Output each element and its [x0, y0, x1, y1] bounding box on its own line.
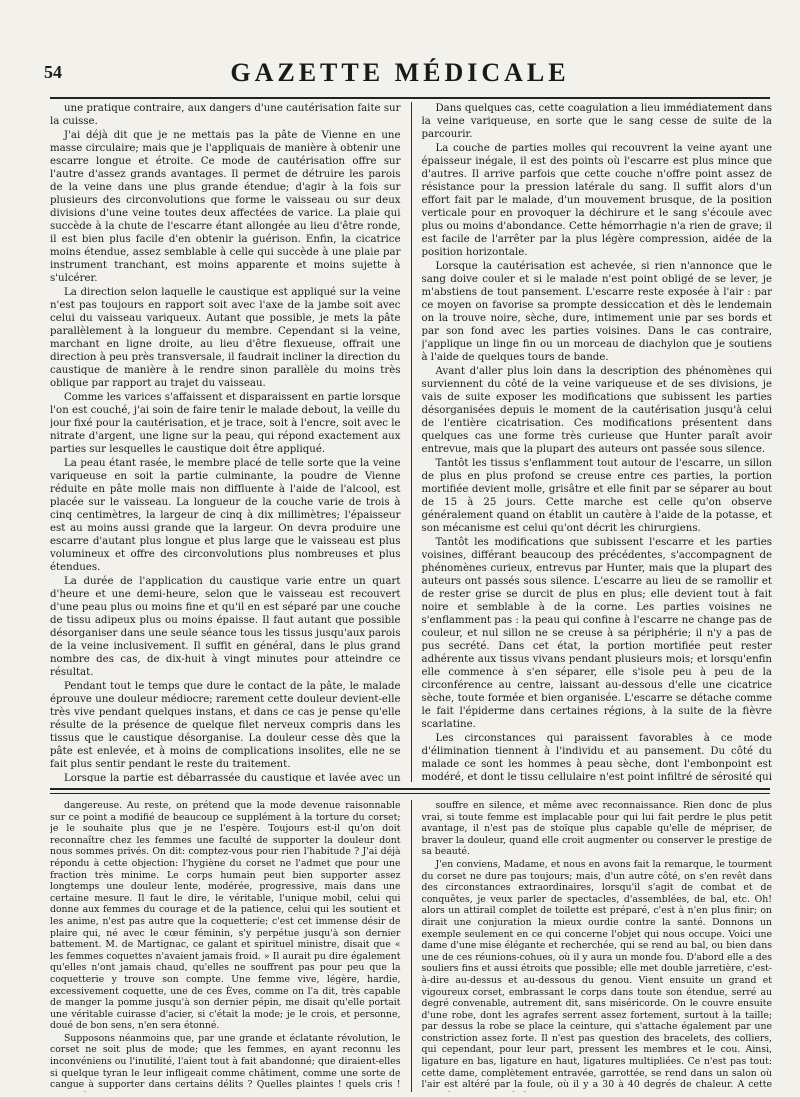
- paragraph: J'en conviens, Madame, et nous en avons fait la remarque, le tourment du corset ne dure pas toujours; mais, d'un autre côté, on s'en revêt dans des circonstances extraordinaires, lorsqu'il s'agit de combat et de conquêtes, je veux parler de spectacles, d'assemblées, de bal, etc. Oh! alors un attirail complet de toilette est préparé, c'est à n'en plus finir; on dirait une conjuration la mieux ourdie contre la santé. Donnons un exemple seulement en ce qui concerne l'objet qui nous occupe. Voici une dame d'une mise élégante et recherchée, qui se rend au bal, ou bien dans une de ces réunions-cohues, où il y aura un monde fou. D'abord elle a des souliers fins et aussi étroits que possible; elle met double jarretière, c'est-à-dire au-dessus et au-dessous du genou. Vient ensuite un grand et vigoureux corset, embrassant le corps dans toute son étendue, serré au degré convenable, autrement dit, sans miséricorde. On le couvre ensuite d'une robe, dont les agrafes serrent assez fortement, surtout à la taille; par dessus la robe se place la ceinture, qui s'attache également par une constriction assez forte. Il n'est pas question des bracelets, des colliers, qui cependant, pour leur part, pressent les membres et le cou. Ainsi, ligature en bas, ligature en haut, ligatures multipliées. Ce n'est pas tout: cette dame, complètement entravée, garrottée, se rend dans un salon où l'air est altéré par la foule, où il y a 30 à 40 degrés de chaleur. A cette: [421, 858, 772, 1091]
- feuilleton-section: [50, 800, 772, 1092]
- paragraph: Pendant tout le temps que dure le contact de la pâte, le malade éprouve une douleur médiocre; rarement cette douleur devient-elle très vive pendant quelques instans, et dans ce cas je pense qu'elle résulte de la présence de quelque filet nerveux compris dans les tissus que le caustique désorganise. La douleur cesse dès que la pâte est enlevée, et à moins de complications insolites, elle ne se fait plus sentir pendant le reste du traitement.: [50, 681, 401, 770]
- section-divider-thin: [50, 793, 770, 794]
- header-rule: [50, 97, 770, 99]
- paragraph: Tantôt les tissus s'enflamment tout autour de l'escarre, un sillon de plus en plus profond se creuse entre ces parties, la portion mortifiée devient molle, grisâtre et elle finit par se séparer au bout de 15 à 25 jours. Cette marche est celle qu'on observe généralement quand on établit un cautère à l'aide de la potasse, et son mécanisme est celui qu'ont décrit les chirurgiens.: [421, 458, 772, 534]
- article-section: [50, 102, 772, 782]
- paragraph: La direction selon laquelle le caustique est appliqué sur la veine n'est pas toujours en rapport soit avec l'axe de la jambe soit avec celui du vaisseau variqueux. Autant que possible, je mets la pâte parallèlement à la longueur du membre. Cependant si la veine, marchant en ligne droite, au lieu d'être flexueuse, offrait une direction à peu près transversale, il faudrait incliner la direction du caustique de manière à le rendre sinon parallèle du moins très oblique par rapport au trajet du vaisseau.: [50, 287, 401, 389]
- paragraph: Dans quelques cas, cette coagulation a lieu immédiatement dans la veine variqueuse, en sorte que le sang cesse de suite de la parcourir.: [421, 103, 772, 140]
- section-divider: [50, 788, 770, 790]
- journal-title: GAZETTE MÉDICALE: [230, 58, 570, 87]
- column-divider: [411, 800, 412, 1092]
- paragraph: Comme les varices s'affaissent et disparaissent en partie lorsque l'on est couché, j'ai soin de faire tenir le malade debout, la veille du jour fixé pour la cautérisation, et je trace, soit à l'encre, soit avec le nitrate d'argent, une ligne sur la peau, qui répond exactement aux parties sur lesquelles le caustique doit être appliqué.: [50, 392, 401, 455]
- page-header: [30, 52, 770, 92]
- paragraph: Lorsque la cautérisation est achevée, si rien n'annonce que le sang doive couler et si le malade n'est point obligé de se lever, je m'abstiens de tout pansement. L'escarre reste exposée à l'air : par ce moyen on favorise sa prompte dessiccation et dès le lendemain on la trouve noire, sèche, dure, intimement unie par ses bords et par son fond avec les parties voisines. Dans le cas contraire, j'applique un linge fin ou un morceau de diachylon que je soutiens à l'aide de quelques tours de bande.: [421, 261, 772, 363]
- paragraph: La durée de l'application du caustique varie entre un quart d'heure et une demi-heure, selon que le vaisseau est recouvert d'une peau plus ou moins fine et qu'il en est séparé par une couche de tissu adipeux plus ou moins épaisse. Il faut autant que possible désorganiser dans une seule séance tous les tissus jusqu'aux parois de la veine inclusivement. Il suffit en général, dans le plus grand nombre des cas, de dix-huit à vingt minutes pour atteindre ce résultat.: [50, 576, 401, 678]
- article-column-left: [50, 102, 401, 782]
- paragraph: Les circonstances qui paraissent favorables à ce mode d'élimination tiennent à l'individu et au pansement. Du côté du malade ce sont les hommes à peau sèche, dont l'embonpoint est modéré, et dont le tissu cellulaire n'est point infiltré de sérosité qui: [421, 733, 772, 782]
- paragraph: une pratique contraire, aux dangers d'une cautérisation faite sur la cuisse.: [50, 103, 401, 127]
- column-divider: [411, 102, 412, 782]
- page-number: 54: [44, 62, 62, 82]
- feuilleton-column-right: [422, 800, 773, 1092]
- paragraph: dangereuse. Au reste, on prétend que la mode devenue raisonnable sur ce point a modifié de beaucoup ce supplément à la torture du corset; je le souhaite plus que je ne l'espère. Toujours est-il qu'on doit reconnaître chez les femmes une faculté de supporter la douleur dont nous sommes privés. On dit: comptez-vous pour rien l'habitude ? J'ai déjà répondu à cette objection: l'hygiène du corset ne l'admet que pour une fraction très minime. Le corps humain peut bien supporter assez longtemps une douleur lente, modérée, progressive, mais dans une certaine mesure. Il faut le dire, le véritable, l'unique mobil, celui qui donne aux femmes du courage et de la patience, celui qui les soutient et les anime, n'est pas autre que la coquetterie; c'est cet immense désir de plaire qui, né avec le cœur féminin, s'y perpétue jusqu'à son dernier battement. M. de Martignac, ce galant et spirituel ministre, disait que « les femmes coquettes n'avaient jamais froid. » Il aurait pu dire également qu'elles n'ont jamais chaud, qu'elles ne souffrent pas pour peu que la coquetterie y trouve son compte. Une femme vive, légère, hardie, excessivement coquette, une de ces Èves, comme on l'a dit, très capable de manger la pomme jusqu'à son dernier pépin, me disait qu'elle portait une véritable cuirasse d'acier, si c'était la mode; je le crois, et personne, doué de bon sens, n'en sera étonné.: [50, 800, 401, 1032]
- paragraph: Tantôt les modifications que subissent l'escarre et les parties voisines, différant beaucoup des précédentes, s'accompagnent de phénomènes curieux, entrevus par Hunter, mais que la plupart des auteurs ont passés sous silence. L'escarre au lieu de se ramollir et de rester grise se durcit de plus en plus; elle devient tout à fait noire et semblable à de la corne. Les parties voisines ne s'enflamment pas : la peau qui confine à l'escarre ne change pas de couleur, et nul sillon ne se creuse à sa périphérie; il n'y a pas de pus secrété. Dans cet état, la portion mortifiée peut rester adhérente aux tissus vivans pendant plusieurs mois; et lorsqu'enfin elle commence à s'en séparer, elle s'isole peu à peu de la circonférence au centre, laissant au-dessous d'elle une cicatrice sèche, toute formée et bien organisée. L'escarre se détache comme le fait l'épiderme dans certaines régions, à la suite de la fièvre scarlatine.: [421, 537, 772, 730]
- paragraph: La peau étant rasée, le membre placé de telle sorte que la veine variqueuse en soit la partie culminante, la poudre de Vienne réduite en pâte molle mais non diffluente à l'aide de l'alcool, est placée sur le vaisseau. La longueur de la couche varie de trois à cinq centimètres, la largeur de cinq à dix millimètres; l'épaisseur est au moins aussi grande que la largeur. On devra produire une escarre d'autant plus longue et plus large que le vaisseau est plus volumineux et offre des circonvolutions plus nombreuses et plus étendues.: [50, 458, 401, 573]
- feuilleton-column-left: [50, 800, 401, 1092]
- paragraph: Lorsque la partie est débarrassée du caustique et lavée avec un: [64, 773, 401, 782]
- article-column-right: [422, 102, 773, 782]
- paragraph: Supposons néanmoins que, par une grande et éclatante révolution, le corset ne soit plus de mode; que les femmes, en ayant reconnu les inconvéniens ou l'inutilité, l'aient tout à fait abandonné; que diraient-elles si quelque tyran le leur infligeait comme châtiment, comme une sorte de cangue à supporter dans certains délits ? Quelles plaintes ! quels cris !: [50, 1032, 401, 1091]
- paragraph: J'ai déjà dit que je ne mettais pas la pâte de Vienne en une masse circulaire; mais que je l'appliquais de manière à obtenir une escarre longue et étroite. Ce mode de cautérisation offre sur l'autre d'assez grands avantages. Il permet de détruire les parois de la veine dans une plus grande étendue; d'agir à la fois sur plusieurs des circonvolutions que forme le vaisseau ou sur deux divisions d'une veine toutes deux affectées de varice. La plaie qui succède à la chute de l'escarre étant allongée au lieu d'être ronde, il est bien plus facile d'en obtenir la guérison. Enfin, la cicatrice moins étendue, assez semblable à celle qui succède à une plaie par instrument tranchant, est moins apparente et moins sujette à s'ulcérer.: [50, 130, 401, 284]
- paragraph: souffre en silence, et même avec reconnaissance. Rien donc de plus vrai, si toute femme est implacable pour qui lui fait perdre le plus petit avantage, il n'est pas de stoïque plus capable qu'elle de mépriser, de braver la douleur, quand elle croit augmenter ou conserver le prestige de sa beauté.: [421, 800, 772, 858]
- paragraph: La couche de parties molles qui recouvrent la veine ayant une épaisseur inégale, il est des points où l'escarre est plus mince que d'autres. Il arrive parfois que cette couche n'offre point assez de résistance pour la pression latérale du sang. Il suffit alors d'un effort fait par le malade, d'un mouvement brusque, de la position verticale pour en provoquer la déchirure et le sang s'écoule avec plus ou moins d'abondance. Cette hémorrhagie n'a rien de grave; il est facile de l'arrêter par la plus légère compression, aidée de la position horizontale.: [421, 143, 772, 258]
- paragraph: Avant d'aller plus loin dans la description des phénomènes qui surviennent du côté de la veine variqueuse et de ses divisions, je vais de suite exposer les modifications que subissent les parties désorganisées depuis le moment de la cautérisation jusqu'à celui de l'entière cicatrisation. Ces modifications présentent dans quelques cas une forme très curieuse que Hunter paraît avoir entrevue, mais que la plupart des auteurs ont passée sous silence.: [421, 366, 772, 455]
